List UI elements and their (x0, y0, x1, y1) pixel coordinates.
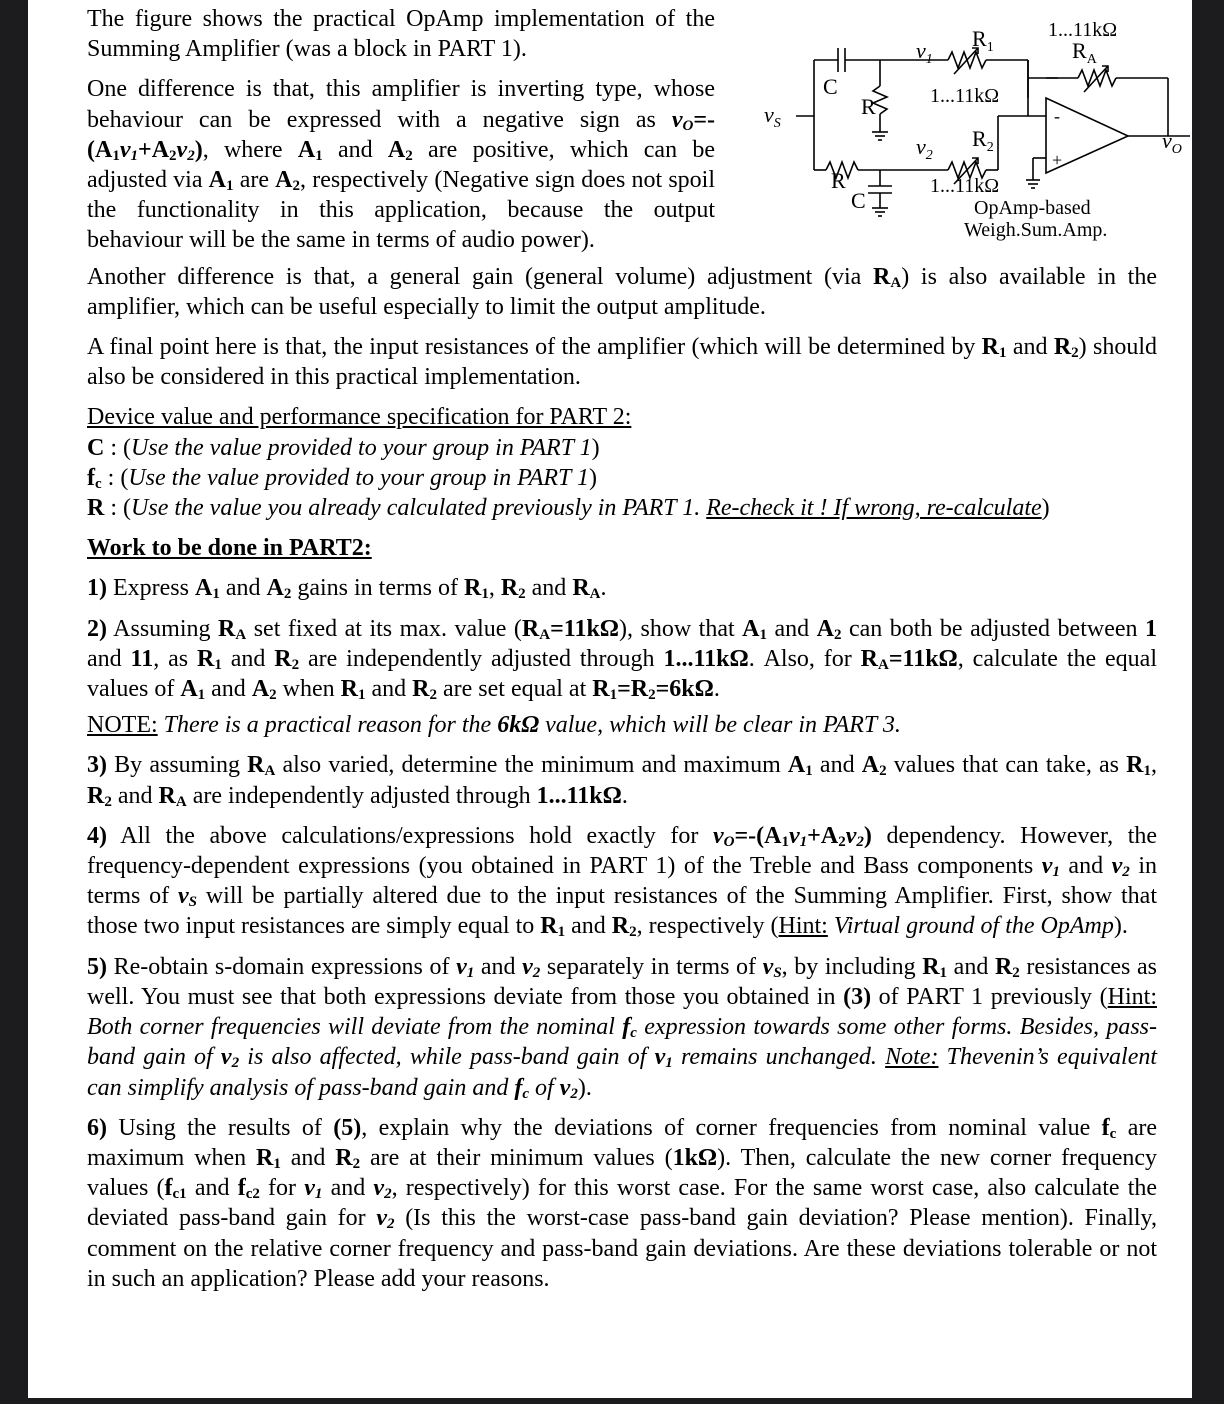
question-1: 1) Express $A_1$ and $A_2$ gains in terms of $R_1$, $R_2$ and $R_A$. (87, 575, 607, 603)
spec-c: C : (Use the value provided to your group in PART 1) (87, 434, 600, 461)
label-c-top: C (823, 74, 838, 99)
label-r-bottom: R (831, 168, 846, 193)
question-6: 6) Using the results of (5), explain why the deviations of corner frequencies from nominal value $f_c$ are maximum when $R_1$ and $R_2$ are at their minimum values (1kΩ). Then, calculate the new corner frequency values ($f_{c1}$ and $f_{c2}$ for $v_1$ and $v_2$, respectively) for this worst case. For the same worst case, also calculate the deviated pass-band gain for $v_2$ (Is this the worst-case pass-band gain deviation? Please mention). Finally, comment on the relative corner frequency and pass-band gain deviations. Are these deviations tolerable or not in such an application? Please add your reasons. (87, 1114, 1158, 1292)
spec-r: R : (Use the value you already calculated previously in PART 1. Re-check it ! If wrong, re-calculate) (87, 495, 1050, 522)
intro-paragraph-1: The figure shows the practical OpAmp implementation of the Summing Amplifier (was a block in PART 1). (87, 6, 715, 63)
note-6k: NOTE: There is a practical reason for the 6kΩ value, which will be clear in PART 3. (87, 712, 901, 739)
spec-heading: Device value and performance specification for PART 2: (87, 404, 632, 431)
work-heading: Work to be done in PART2: (87, 535, 372, 562)
label-v2: $v_2$ (916, 134, 933, 163)
label-r1: $R_1$ (972, 26, 994, 55)
document-text (87, 4, 1157, 1294)
label-c-bottom: C (851, 188, 866, 213)
label-vo: $v_O$ (1162, 128, 1182, 157)
label-r2-range: 1...11kΩ (930, 175, 1000, 197)
question-5: 5) Re-obtain s-domain expressions of $v_1$ and $v_2$ separately in terms of $v_S$, by including $R_1$ and $R_2$ resistances as well. You must see that both expressions deviate from those you obtained in (3) of PART 1 previously (Hint: Both corner frequencies will deviate from the nominal $f_c$ expression towards some other forms. Besides, pass-band gain of $v_2$ is also affected, while pass-band gain of $v_1$ remains unchanged. Note: Thevenin’s equivalent can simplify analysis of pass-band gain and $f_c$ of $v_2$). (87, 953, 1158, 1102)
paragraph-general-gain: Another difference is that, a general gain (general volume) adjustment (via $R_A$) is also available in the amplifier, which can be useful especially to limit the output amplitude. (87, 263, 1157, 320)
label-r-top: R (861, 94, 876, 119)
question-2: 2) Assuming $R_A$ set fixed at its max. value $(R_A=11k\Omega)$, show that $A_1$ and $A_2$ can both be adjusted between 1 and 11, as $R_1$ and $R_2$ are independently adjusted through 1...11kΩ. Also, for $R_A=11k\Omega$, calculate the equal values of $A_1$ and $A_2$ when $R_1$ and $R_2$ are set equal at $R_1=R_2=6k\Omega$. (87, 615, 1157, 704)
paragraph-input-resistance: A final point here is that, the input resistances of the amplifier (which will be determined by $R_1$ and $R_2$) should also be considered in this practical implementation. (87, 334, 1157, 391)
question-4: 4) All the above calculations/expressions hold exactly for $v_O=-(A_1v_1+A_2v_2)$ dependency. However, the frequency-dependent expressions (you obtained in PART 1) of the Treble and Bass components $v_1$ and $v_2$ in terms of $v_S$ will be partially altered due to the input resistances of the Summing Amplifier. First, show that those two input resistances are simply equal to $R_1$ and $R_2$, respectively (Hint: Virtual ground of the OpAmp). (87, 822, 1158, 941)
spec-fc: $f_c$ : (Use the value provided to your group in PART 1) (87, 464, 597, 492)
caption-line1: OpAmp-based (974, 197, 1091, 219)
label-ra: $R_A$ (1072, 38, 1097, 67)
question-3: 3) By assuming $R_A$ also varied, determine the minimum and maximum $A_1$ and $A_2$ values that can take, as $R_1$, $R_2$ and $R_A$ are independently adjusted through 1...11kΩ. (87, 752, 1157, 810)
intro-paragraph-2: One difference is that, this amplifier is inverting type, whose behaviour can be expressed with a negative sign as $v_O=-(A_1v_1+A_2v_2)$, where $A_1$ and $A_2$ are positive, which can be adjusted via $A_1$ are $A_2$, respectively (Negative sign does not spoil the functionality in this application, because the output behaviour will be the same in terms of audio power). (87, 76, 715, 254)
label-ra-range: 1...11kΩ (1048, 19, 1118, 41)
label-r2: $R_2$ (972, 126, 994, 155)
label-vs: $v_S$ (764, 102, 781, 131)
label-opamp-plus: + (1052, 150, 1063, 170)
label-opamp-minus: - (1054, 106, 1060, 126)
label-r1-range: 1...11kΩ (930, 85, 1000, 107)
label-v1: $v_1$ (916, 38, 933, 67)
document-page (28, 0, 1192, 1398)
caption-line2: Weigh.Sum.Amp. (964, 219, 1108, 241)
